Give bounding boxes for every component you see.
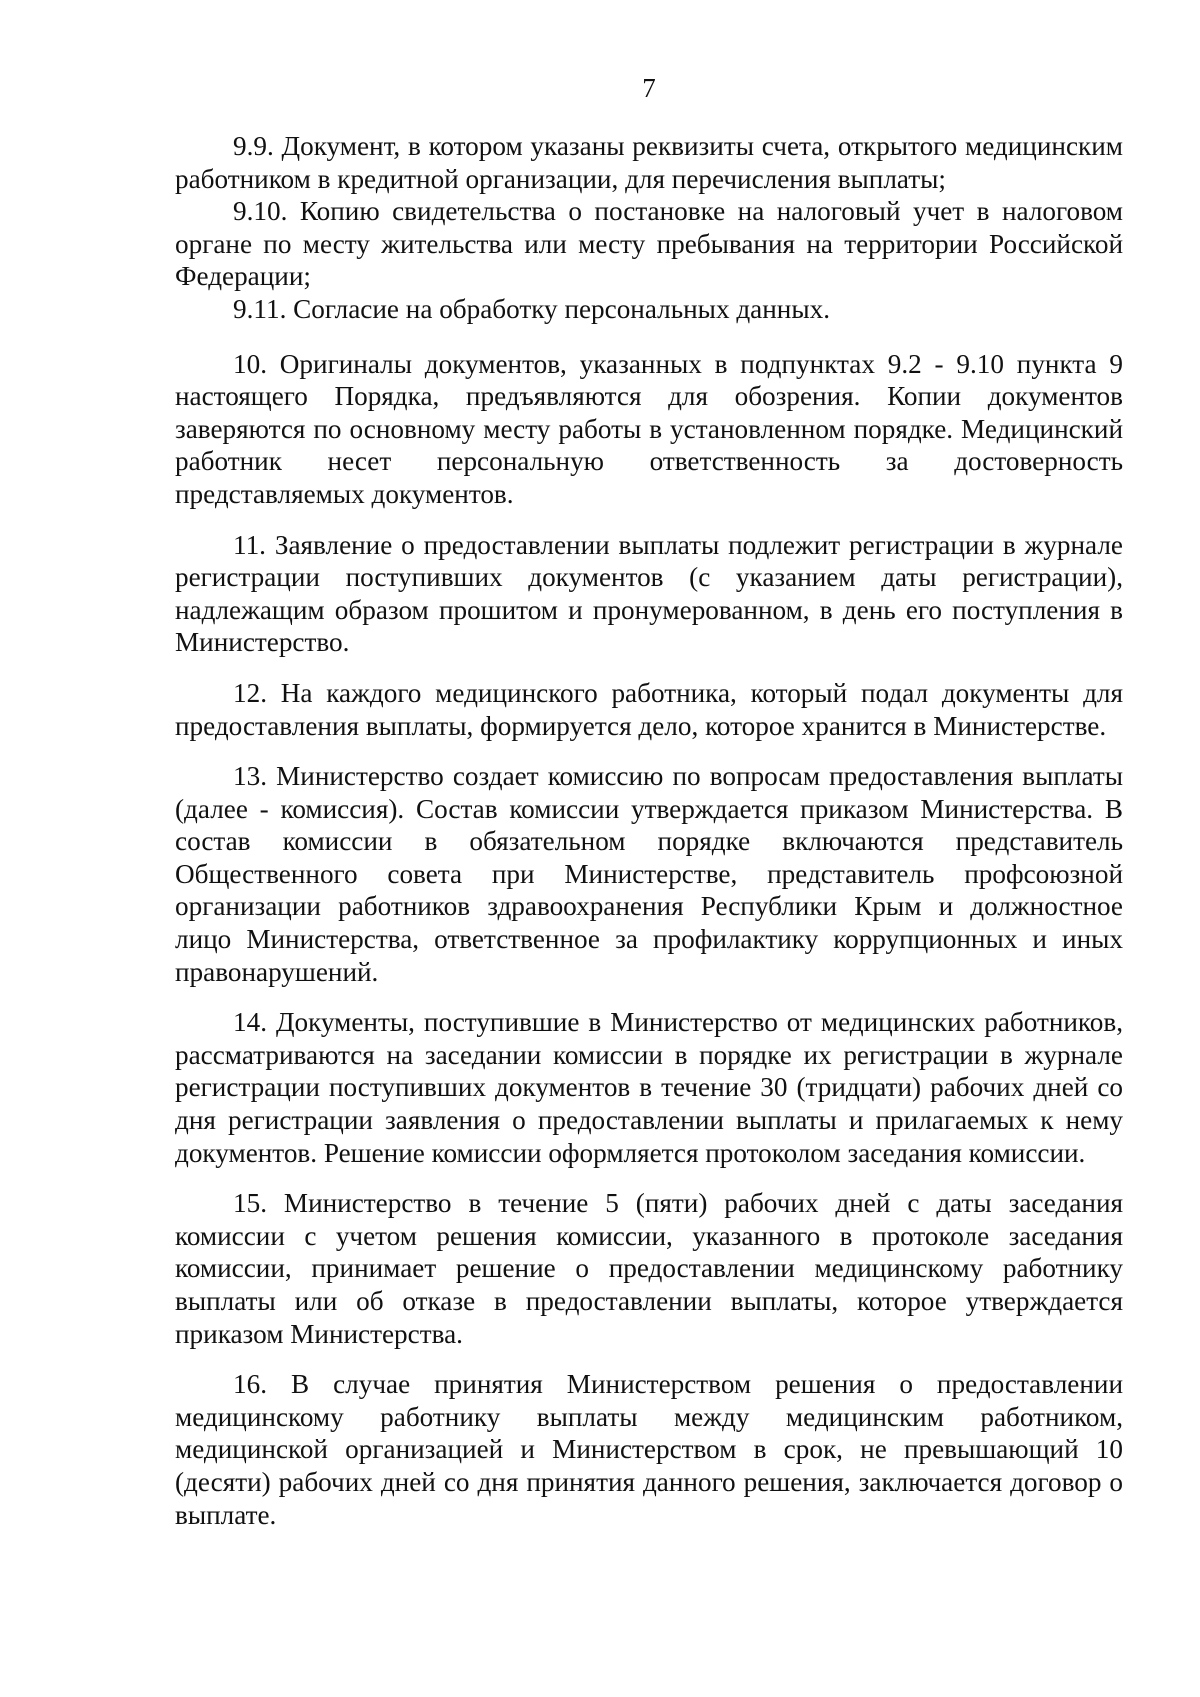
paragraph-12: 12. На каждого медицинского работника, который подал документы для предоставления выплаты, формируется дело, которое хранится в Министерстве. (175, 677, 1123, 741)
paragraph-9-11: 9.11. Согласие на обработку персональных данных. (233, 293, 830, 324)
paragraph-9-9: 9.9. Документ, в котором указаны реквизиты счета, открытого медицинским работником в кредитной организации, для перечисления выплаты; (175, 131, 1123, 194)
paragraph-9-10: 9.10. Копию свидетельства о постановке на налоговый учет в налоговом органе по месту жительства или месту пребывания на территории Российской Федерации; (175, 196, 1123, 292)
page-number: 7 (642, 73, 656, 103)
document-body (175, 130, 1123, 1531)
paragraph-11: 11. Заявление о предоставлении выплаты подлежит регистрации в журнале регистрации поступивших документов (с указанием даты регистрации), надлежащим образом прошитом и пронумерованном, в день его поступления в Министерство. (175, 529, 1123, 658)
paragraph-13: 13. Министерство создает комиссию по вопросам предоставления выплаты (далее - комиссия). Состав комиссии утверждается приказом Министерства. В состав комиссии в обязательном порядке включаются представитель Общественного совета при Министерстве, представитель профсоюзной организации работников здравоохранения Республики Крым и должностное лицо Министерства, ответственное за профилактику коррупционных и иных правонарушений. (175, 761, 1123, 987)
paragraph-16: 16. В случае принятия Министерством решения о предоставлении медицинскому работнику выплаты между медицинским работником, медицинской организацией и Министерством в срок, не превышающий 10 (десяти) рабочих дней со дня принятия данного решения, заключается договор о выплате. (175, 1369, 1123, 1530)
paragraph-14: 14. Документы, поступившие в Министерство от медицинских работников, рассматриваются на заседании комиссии в порядке их регистрации в журнале регистрации поступивших документов в течение 30 (тридцати) рабочих дней со дня регистрации заявления о предоставлении выплаты и прилагаемых к нему документов. Решение комиссии оформляется протоколом заседания комиссии. (175, 1007, 1123, 1168)
paragraph-15: 15. Министерство в течение 5 (пяти) рабочих дней с даты заседания комиссии с учетом решения комиссии, указанного в протоколе заседания комиссии, принимает решение о предоставлении медицинскому работнику выплаты или об отказе в предоставлении выплаты, которое утверждается приказом Министерства. (175, 1188, 1123, 1349)
paragraph-10: 10. Оригиналы документов, указанных в подпунктах 9.2 - 9.10 пункта 9 настоящего Порядка, предъявляются для обозрения. Копии документов заверяются по основному месту работы в установленном порядке. Медицинский работник несет персональную ответственность за достоверность представляемых документов. (175, 348, 1123, 509)
